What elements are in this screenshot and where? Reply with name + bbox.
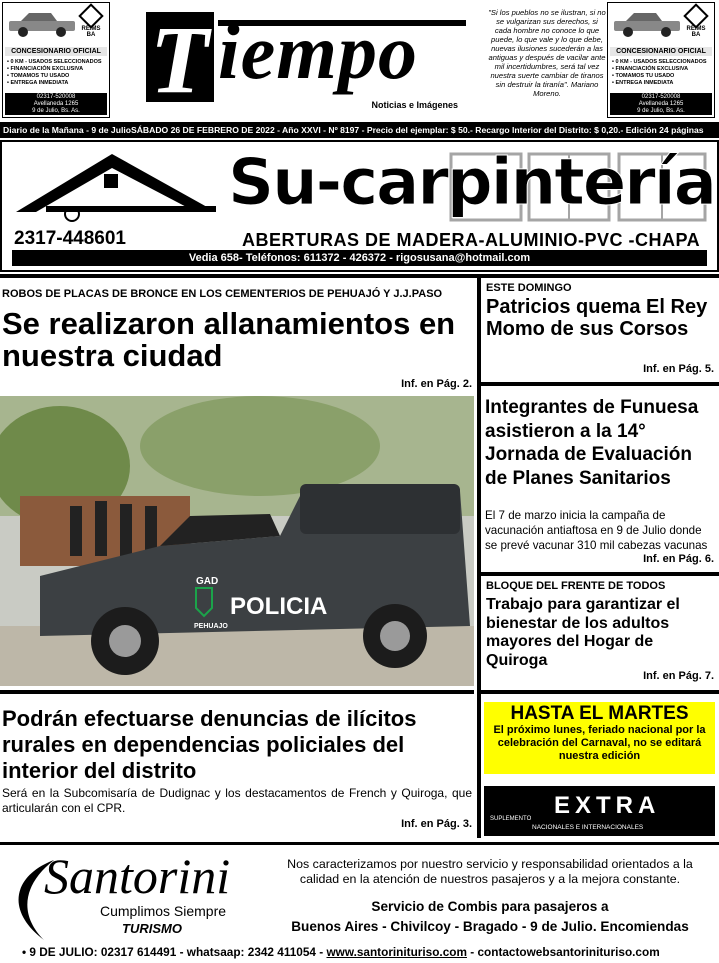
dealer-phone: 02317-520008 xyxy=(36,94,76,100)
contact-prefix: • 9 DE JULIO: 02317 614491 - whatsaap: 2342 411054 - xyxy=(22,945,327,959)
whatsapp-icon xyxy=(64,206,80,222)
santorini-service xyxy=(270,897,710,937)
gad-badge: GAD xyxy=(196,576,219,587)
extra-subtitle: NACIONALES E INTERNACIONALES xyxy=(532,824,644,831)
section-divider xyxy=(481,572,719,576)
dealer-address: Avellaneda 1265 xyxy=(638,101,684,107)
dealer-label: CONCESIONARIO OFICIAL xyxy=(610,47,712,56)
service-line-1: Servicio de Combis para pasajeros a xyxy=(371,899,609,914)
pickup-truck-icon xyxy=(612,9,684,39)
dealer-phone: 02317-520008 xyxy=(641,94,681,100)
bullet-item: • 0 KM - USADOS SELECCIONADOS xyxy=(612,59,707,65)
policia-text: POLICIA xyxy=(230,593,328,620)
reims-brand: REIMS BA xyxy=(81,26,101,38)
dealer-ad-left xyxy=(2,2,110,118)
right3-headline[interactable]: Trabajo para garantizar el bienestar de los adultos mayores del Hogar de Quiroga xyxy=(486,596,680,669)
bullet-item: • 0 KM - USADOS SELECCIONADOS xyxy=(7,59,102,65)
right3-kicker: BLOQUE DEL FRENTE DE TODOS xyxy=(486,580,666,592)
pehuajo-text: PEHUAJO xyxy=(194,623,228,630)
santorini-type: TURISMO xyxy=(122,921,182,936)
dealer-contact xyxy=(610,93,712,115)
extra-supplement-banner[interactable] xyxy=(484,786,715,836)
bullet-item: • ENTREGA INMEDIATA xyxy=(612,80,674,86)
dealer-address: Avellaneda 1265 xyxy=(33,101,79,107)
renault-diamond-icon xyxy=(683,3,708,28)
lead-page-ref: Inf. en Pág. 2. xyxy=(401,378,472,390)
section-divider xyxy=(481,382,719,386)
reims-brand: REIMS BA xyxy=(686,26,706,38)
reims-logo xyxy=(77,7,105,38)
masthead-quote: "Si los pueblos no se ilustran, si no se vulgarizan sus derechos, si cada hombre no conoce lo que puede, lo que vale y lo que debe, nuevas ilusiones sucederán a las antiguas y después de vacilar ante mil incertidumbres, será tal vez nuestra suerte cambiar de tiranos sin destruir la tiranía". Mariano Moreno. xyxy=(488,8,606,98)
masthead xyxy=(146,6,466,113)
right2-page-ref: Inf. en Pág. 6. xyxy=(643,553,714,565)
column-divider xyxy=(477,278,481,838)
dealer-city: 9 de Julio, Bs. As. xyxy=(637,108,685,114)
extra-title: EXTRA xyxy=(554,792,661,819)
right1-headline[interactable]: Patricios quema El Rey Momo de sus Corsos xyxy=(486,296,708,340)
section-divider xyxy=(481,690,719,694)
police-truck-photo xyxy=(0,396,474,686)
santorini-name: Santorini xyxy=(44,848,231,904)
carpinteria-ad xyxy=(0,140,719,272)
story2-page-ref: Inf. en Pág. 3. xyxy=(401,818,472,830)
right1-kicker: ESTE DOMINGO xyxy=(486,282,572,294)
right2-headline[interactable]: Integrantes de Funuesa asistieron a la 14° Jornada de Evaluación de Planes Sanitarios xyxy=(485,397,699,489)
santorini-website-link[interactable]: www.santorinituriso.com xyxy=(326,945,467,959)
bullet-item: • ENTREGA INMEDIATA xyxy=(7,80,69,86)
holiday-notice xyxy=(484,702,715,774)
carpinteria-brand: Su-carpintería xyxy=(228,146,715,220)
lead-kicker: ROBOS DE PLACAS DE BRONCE EN LOS CEMENTERIOS DE PEHUAJÓ Y J.J.PASO xyxy=(2,288,443,300)
dealer-city: 9 de Julio, Bs. As. xyxy=(32,108,80,114)
santorini-slogan: Cumplimos Siempre xyxy=(100,903,227,919)
dealer-ad-right xyxy=(607,2,715,118)
bullet-item: • TOMAMOS TU USADO xyxy=(7,73,70,79)
right2-summary: El 7 de marzo inicia la campaña de vacunación antiaftosa en 9 de Julio donde se prevé vacunar 310 mil cabezas vacunas xyxy=(485,509,708,552)
santorini-ad xyxy=(0,842,719,963)
carpinteria-phone-number: 2317-448601 xyxy=(14,228,126,249)
santorini-description: Nos caracterizamos por nuestro servicio y responsabilidad orientados a la calidad en la atención de nuestros pasajeros y a la mejora constante. xyxy=(287,857,693,886)
reims-logo xyxy=(682,7,710,38)
masthead-title: iempo xyxy=(218,8,418,95)
carpinteria-phone xyxy=(14,228,126,250)
section-divider xyxy=(0,690,474,694)
section-divider xyxy=(0,274,719,278)
bullet-item: • TOMAMOS TU USADO xyxy=(612,73,675,79)
right3-page-ref: Inf. en Pág. 7. xyxy=(643,670,714,682)
lead-photo xyxy=(0,396,474,686)
masthead-subtitle: Noticias e Imágenes xyxy=(371,100,458,110)
santorini-logo xyxy=(4,847,254,943)
carpinteria-footer: Vedia 658- Teléfonos: 611372 - 426372 - rigosusana@hotmail.com xyxy=(12,250,707,266)
bullet-item: • FINANCIACIÓN EXCLUSIVA xyxy=(7,66,84,72)
masthead-letter: T xyxy=(150,6,209,113)
bullet-item: • FINANCIACIÓN EXCLUSIVA xyxy=(612,66,689,72)
pickup-truck-icon xyxy=(7,9,79,39)
notice-headline: HASTA EL MARTES xyxy=(510,703,689,724)
dealer-contact xyxy=(5,93,107,115)
renault-diamond-icon xyxy=(78,3,103,28)
lead-headline[interactable]: Se realizaron allanamientos en nuestra ciudad xyxy=(2,306,456,373)
story2-summary: Será en la Subcomisaría de Dudignac y los destacamentos de French y Quiroga, que articularán con el CPR. xyxy=(2,786,472,815)
santorini-contact xyxy=(22,945,709,959)
service-line-2: Buenos Aires - Chivilcoy - Bragado - 9 de Julio. Encomiendas xyxy=(291,919,689,934)
notice-body: El próximo lunes, feriado nacional por la celebración del Carnaval, no se editará nuestra edición xyxy=(493,724,706,762)
dealer-bullets xyxy=(7,59,102,87)
house-roof-icon xyxy=(16,150,226,230)
extra-supplement-label: SUPLEMENTO xyxy=(490,816,532,822)
contact-suffix: - contactowebsantorinituriso.com xyxy=(466,945,660,959)
right1-page-ref: Inf. en Pág. 5. xyxy=(643,363,714,375)
carpinteria-tagline: ABERTURAS DE MADERA-ALUMINIO-PVC -CHAPA xyxy=(242,230,701,250)
dealer-label: CONCESIONARIO OFICIAL xyxy=(5,47,107,56)
dateline: Diario de la Mañana - 9 de JulioSÁBADO 26 DE FEBRERO DE 2022 - Año XXVI - Nº 8197 - Precio del ejemplar: $ 50.- Recargo Interior del Distrito: $ 0,20.- Edición 24 páginas xyxy=(0,122,719,138)
story2-headline[interactable]: Podrán efectuarse denuncias de ilícitos rurales en dependencias policiales del interior del distrito xyxy=(2,706,417,783)
dealer-bullets xyxy=(612,59,707,87)
